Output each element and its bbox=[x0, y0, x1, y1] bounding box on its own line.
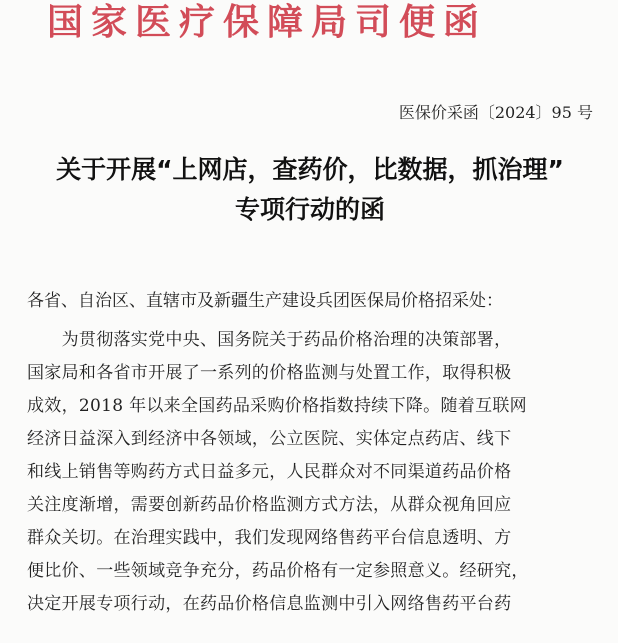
document-title-line: 专项行动的函 bbox=[234, 195, 385, 224]
body-line: 为贯彻落实党中央、国务院关于药品价格治理的决策部署， bbox=[27, 330, 512, 350]
document-number: 医保价采函〔2024〕95 号 bbox=[398, 103, 593, 122]
recipient-line: 各省、自治区、直辖市及新疆生产建设兵团医保局价格招采处： bbox=[27, 291, 503, 311]
body-line: 经济日益深入到经济中各领域，公立医院、实体定点药店、线下 bbox=[27, 429, 512, 449]
letterhead-title: 国家医疗保障局司便函 bbox=[47, 1, 488, 43]
document-title-line: 关于开展“上网店，查药价，比数据，抓治理” bbox=[56, 155, 564, 184]
body-line: 便比价、一些领域竞争充分，药品价格有一定参照意义。经研究， bbox=[27, 561, 529, 581]
document-title bbox=[25, 150, 595, 230]
body-line: 决定开展专项行动，在药品价格信息监测中引入网络售药平台药 bbox=[27, 594, 512, 614]
body-line: 和线上销售等购药方式日益多元，人民群众对不同渠道药品价格 bbox=[27, 462, 512, 482]
letterhead bbox=[0, 0, 618, 58]
body-line: 国家局和各省市开展了一系列的价格监测与处置工作，取得积极 bbox=[27, 363, 512, 383]
document-body bbox=[27, 324, 592, 621]
body-line: 关注度渐增，需要创新药品价格监测方式方法，从群众视角回应 bbox=[27, 495, 512, 515]
body-line: 成效，2018 年以来全国药品采购价格指数持续下降。随着互联网 bbox=[27, 396, 527, 416]
body-line: 群众关切。在治理实践中，我们发现网络售药平台信息透明、方 bbox=[27, 528, 512, 548]
